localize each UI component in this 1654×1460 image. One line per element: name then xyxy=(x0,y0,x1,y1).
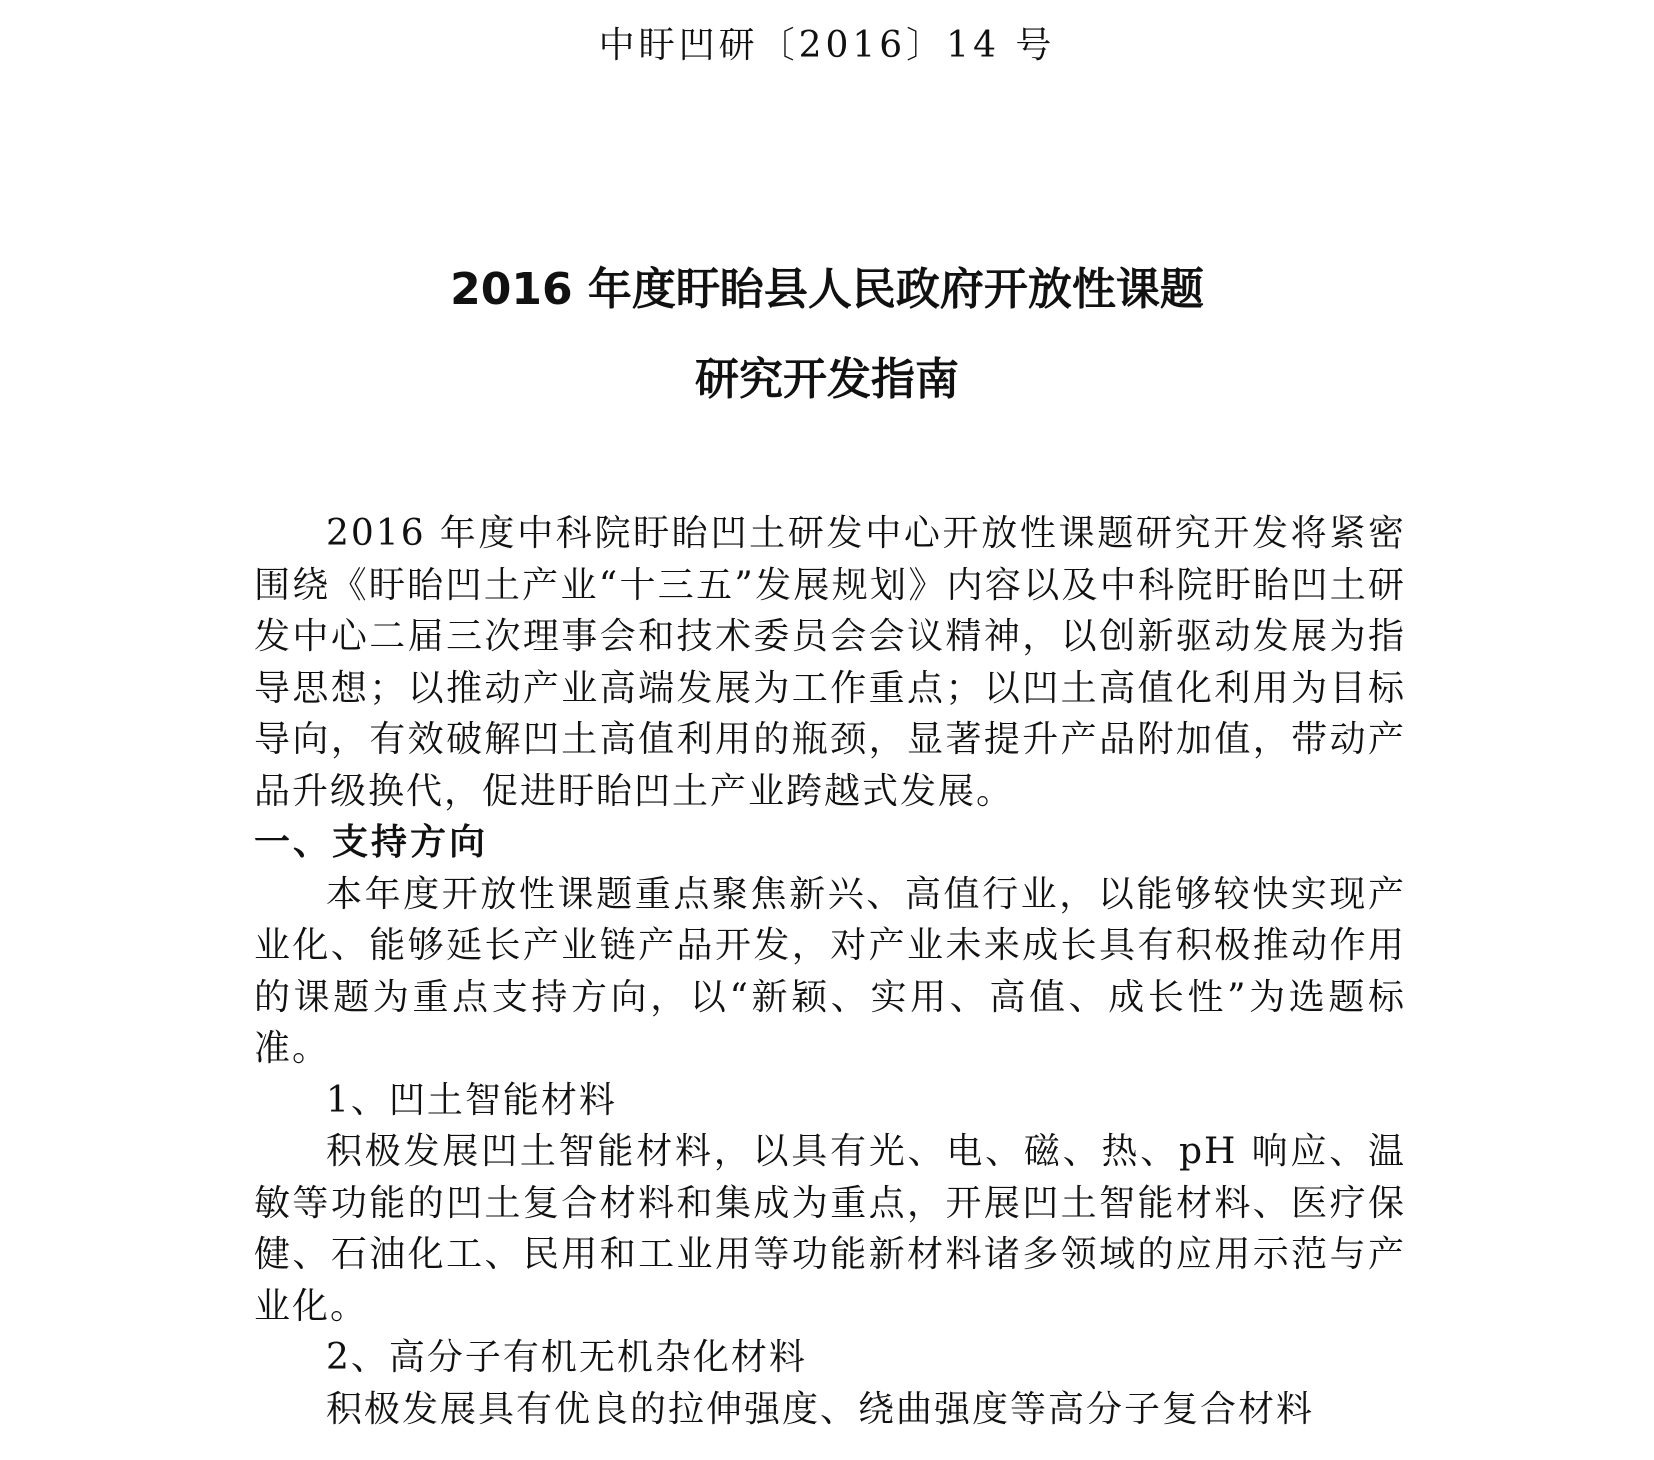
document-number: 中盱凹研〔2016〕14 号 xyxy=(598,25,1056,66)
intro-paragraph: 2016 年度中科院盱眙凹土研发中心开放性课题研究开发将紧密围绕《盱眙凹土产业“十三五”发展规划》内容以及中科院盱眙凹土研发中心二届三次理事会和技术委员会会议精神，以创新驱动发展为指导思想；以推动产业高端发展为工作重点；以凹土高值化利用为目标导向，有效破解凹土高值利用的瓶颈，显著提升产品附加值，带动产品升级换代，促进盱眙凹土产业跨越式发展。 xyxy=(254,513,1406,812)
section-heading-support-direction: 一、支持方向 xyxy=(254,822,489,863)
item-text-smart-materials: 积极发展凹土智能材料，以具有光、电、磁、热、pH 响应、温敏等功能的凹土复合材料和集成为重点，开展凹土智能材料、医疗保健、石油化工、民用和工业用等功能新材料诸多领域的应用示范与产业化。 xyxy=(254,1131,1406,1327)
item-text-hybrid-materials: 积极发展具有优良的拉伸强度、绕曲强度等高分子复合材料 xyxy=(326,1388,1315,1430)
document-title-line-1: 2016 年度盱眙县人民政府开放性课题 xyxy=(450,264,1204,315)
item-title-smart-materials: 1、凹土智能材料 xyxy=(326,1079,617,1121)
section-paragraph: 本年度开放性课题重点聚焦新兴、高值行业，以能够较快实现产业化、能够延长产业链产品开发，对产业未来成长具有积极推动作用的课题为重点支持方向，以“新颖、实用、高值、成长性”为选题标准。 xyxy=(254,873,1406,1069)
item-title-hybrid-materials: 2、高分子有机无机杂化材料 xyxy=(326,1337,807,1378)
document-body xyxy=(254,508,1406,1435)
document-title-line-2: 研究开发指南 xyxy=(695,354,959,405)
